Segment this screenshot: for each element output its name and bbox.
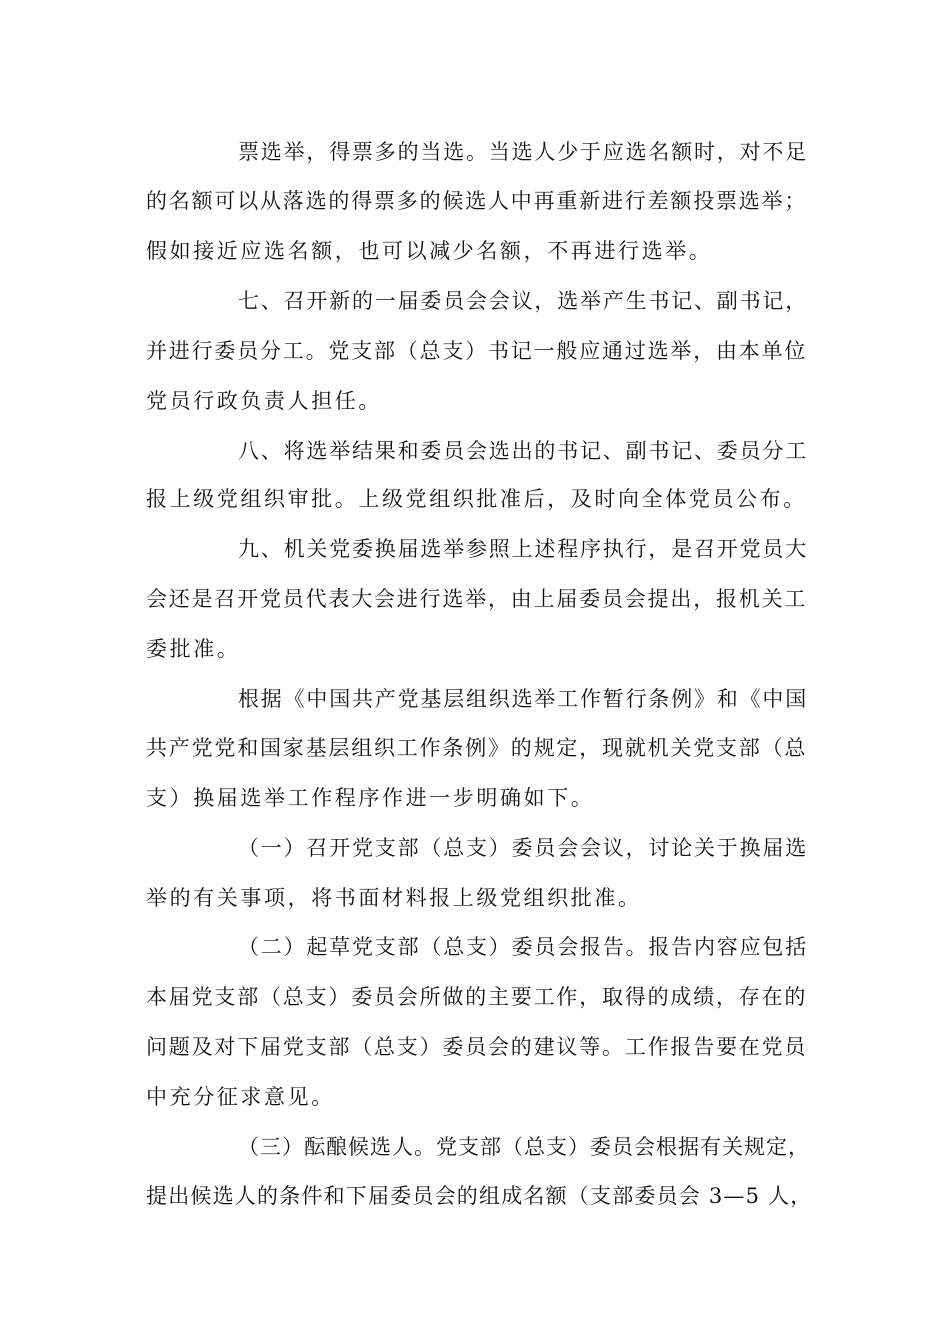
text-line: 八、将选举结果和委员会选出的书记、副书记、委员分工 — [238, 439, 808, 463]
text-line: 票选举，得票多的当选。当选人少于应选名额时，对不足 — [238, 140, 808, 164]
text-line: （二）起草党支部（总支）委员会报告。报告内容应包括 — [238, 935, 808, 959]
text-line: 本届党支部（总支）委员会所做的主要工作，取得的成绩，存在的 — [146, 985, 808, 1009]
text-line: 党员行政负责人担任。 — [146, 389, 382, 413]
text-line: 假如接近应选名额，也可以减少名额，不再进行选举。 — [146, 239, 713, 263]
text-line: 中充分征求意见。 — [146, 1085, 335, 1109]
text-line: 九、机关党委换届选举参照上述程序执行，是召开党员大 — [238, 537, 808, 561]
text-line: 会还是召开党员代表大会进行选举，由上届委员会提出，报机关工 — [146, 587, 808, 611]
text-line: 报上级党组织审批。上级党组织批准后，及时向全体党员公布。 — [146, 487, 807, 511]
text-line: （一）召开党支部（总支）委员会会议，讨论关于换届选 — [238, 836, 808, 860]
text-line: 并进行委员分工。党支部（总支）书记一般应通过选举，由本单位 — [146, 339, 808, 363]
text-line: 提出候选人的条件和下届委员会的组成名额（支部委员会 3—5 人， — [146, 1184, 813, 1208]
text-line: 七、召开新的一届委员会会议，选举产生书记、副书记， — [238, 289, 808, 313]
text-line: （三）酝酿候选人。党支部（总支）委员会根据有关规定， — [238, 1135, 810, 1159]
text-line: 委批准。 — [146, 637, 241, 661]
text-line: 根据《中国共产党基层组织选举工作暂行条例》和《中国 — [238, 687, 808, 711]
text-line: 举的有关事项，将书面材料报上级党组织批准。 — [146, 886, 642, 910]
text-line: 共产党党和国家基层组织工作条例》的规定，现就机关党支部（总 — [146, 736, 808, 760]
text-line: 支）换届选举工作程序作进一步明确如下。 — [146, 786, 595, 810]
text-line: 问题及对下届党支部（总支）委员会的建议等。工作报告要在党员 — [146, 1035, 808, 1059]
text-line: 的名额可以从落选的得票多的候选人中再重新进行差额投票选举； — [146, 189, 808, 213]
